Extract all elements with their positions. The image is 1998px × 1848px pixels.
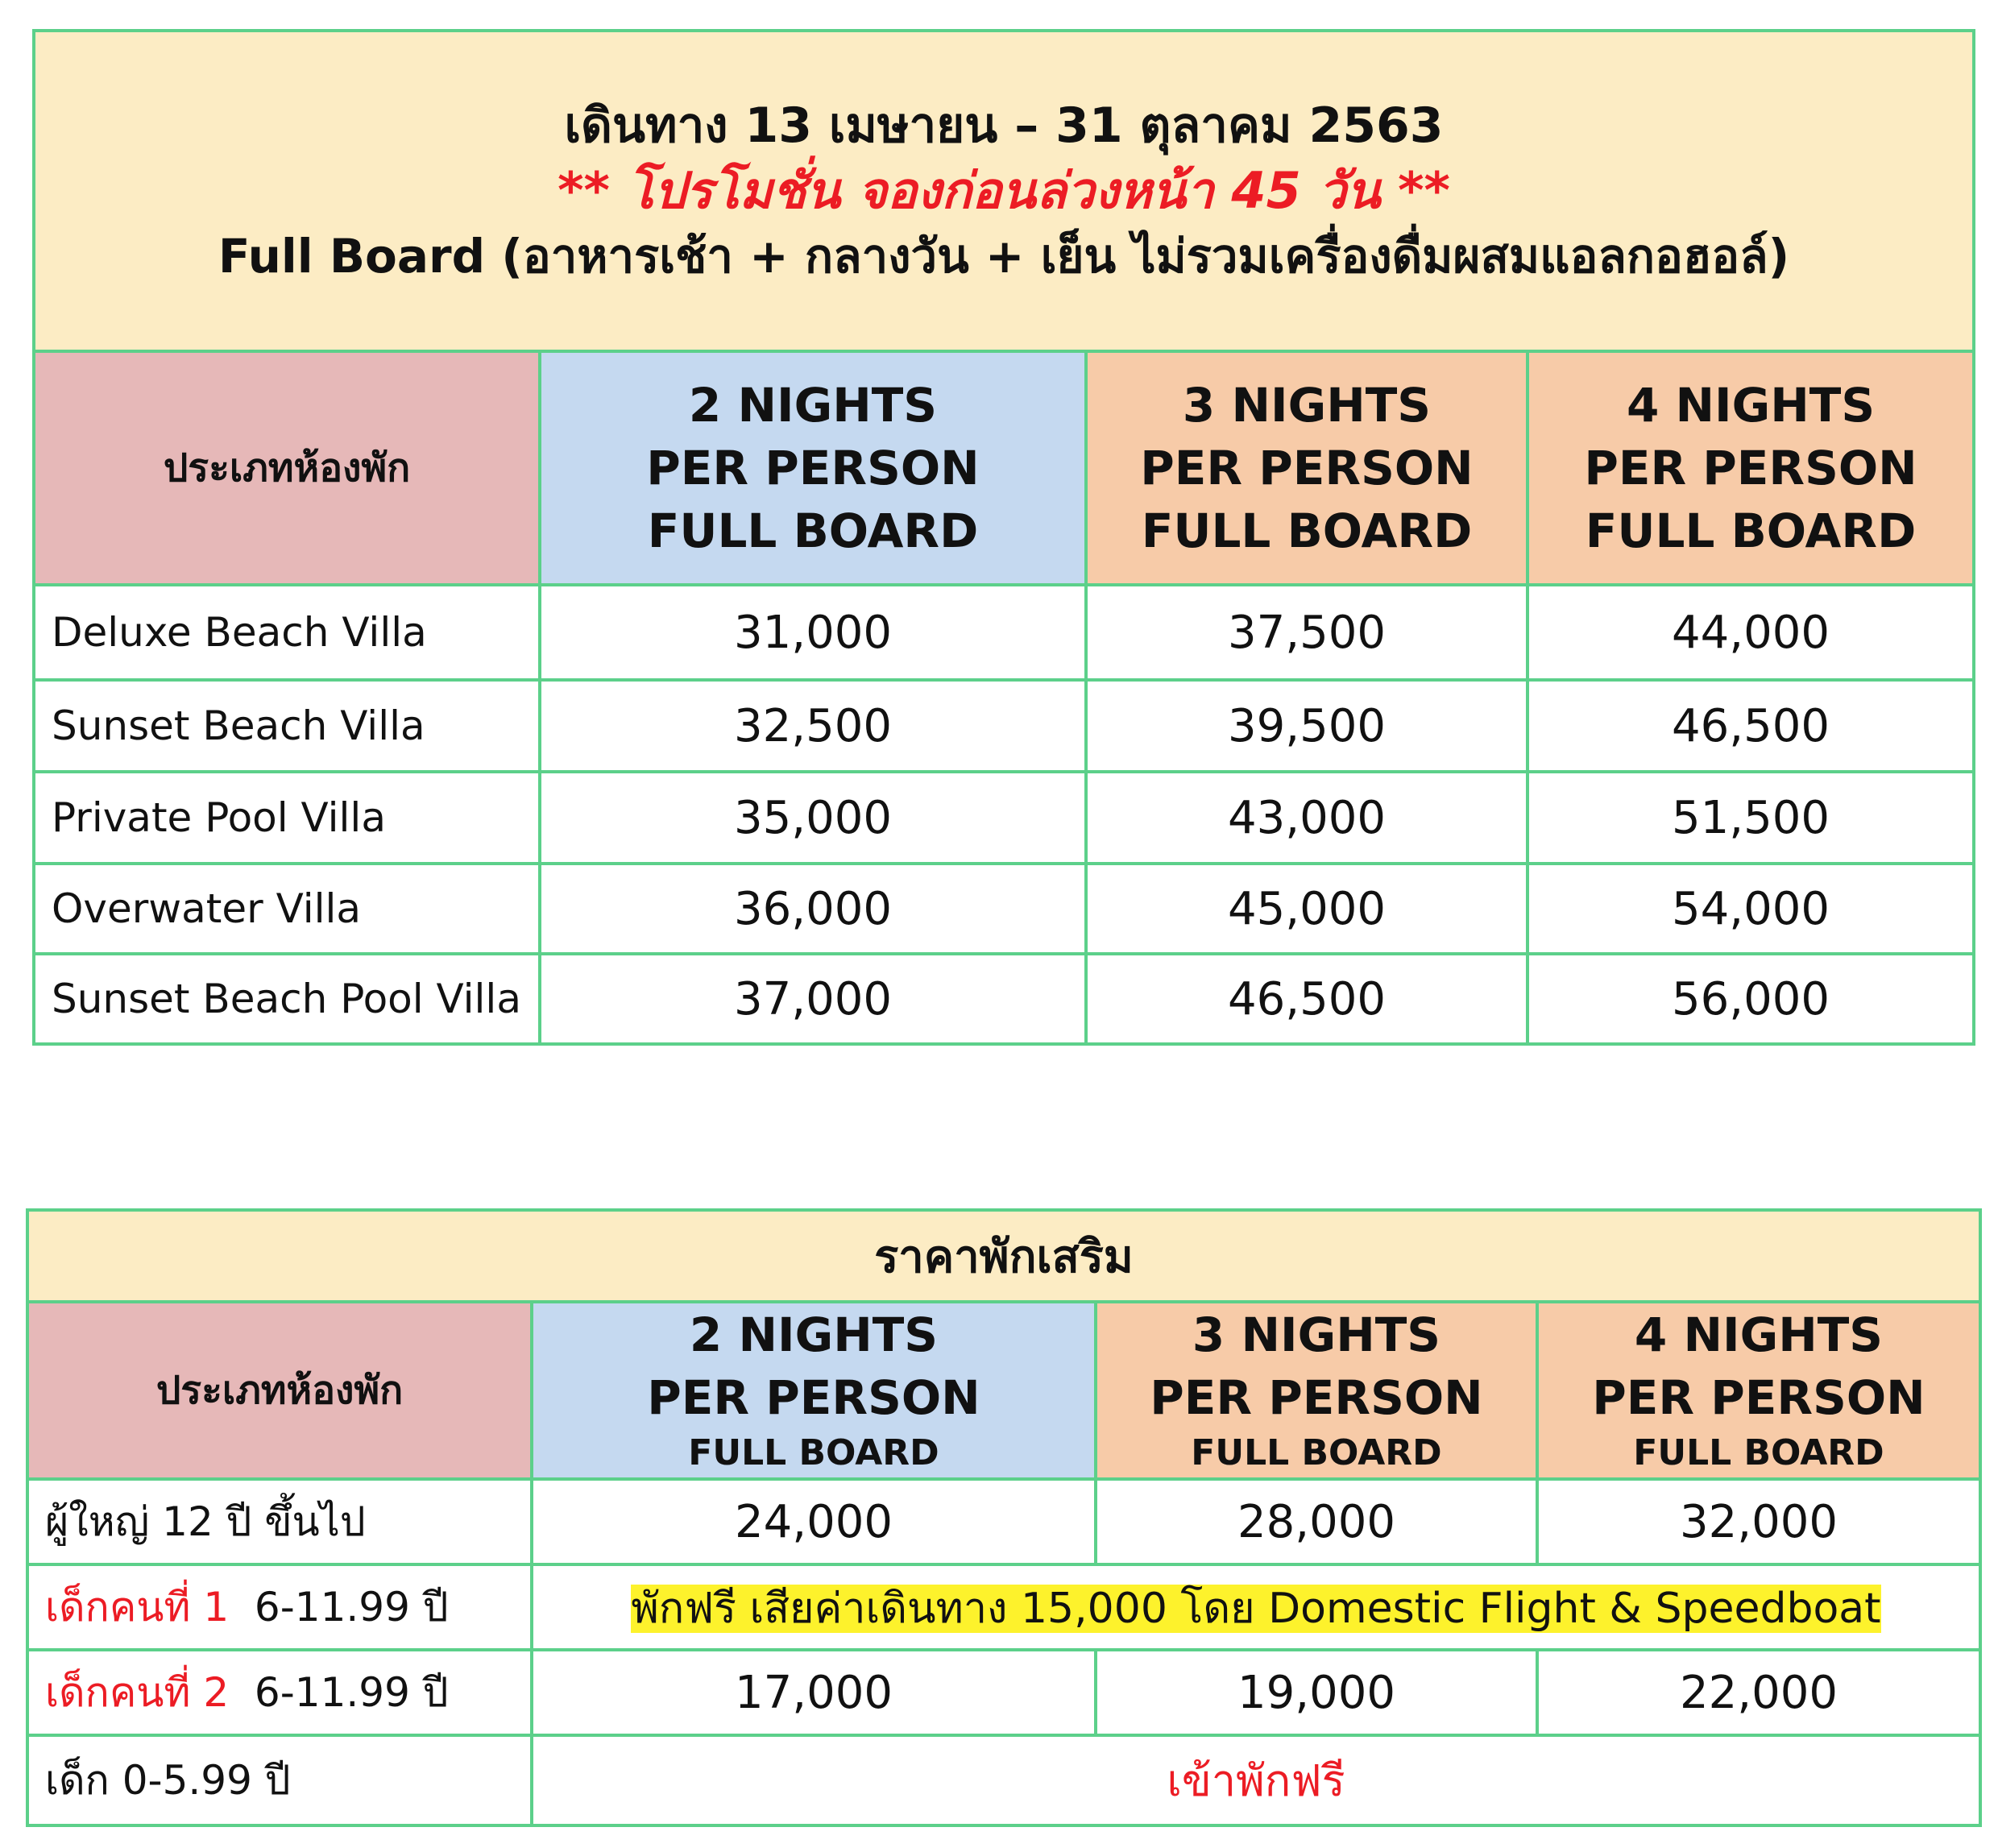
promo-title-cell [34,31,1974,351]
table-row [34,772,1974,864]
infant-label: เด็ก 0-5.99 ปี [27,1735,532,1825]
price-2-nights: 37,000 [540,954,1086,1044]
header-4-nights: 4 NIGHTS PER PERSON FULL BOARD [1528,351,1974,585]
extra-title: ราคาพักเสริม [27,1210,1980,1302]
price-2-nights: 24,000 [532,1479,1096,1564]
main-price-table [32,29,1975,1046]
table-row [34,864,1974,954]
table-row [34,954,1974,1044]
table-row [27,1650,1980,1735]
infant-free-note: เข้าพักฟรี [532,1735,1980,1825]
price-2-nights: 32,500 [540,680,1086,772]
table-row [34,585,1974,680]
table-row [27,1735,1980,1825]
price-3-nights: 37,500 [1086,585,1528,680]
adult-label: ผู้ใหญ่ 12 ปี ขึ้นไป [27,1479,532,1564]
price-4-nights: 44,000 [1528,585,1974,680]
travel-period: เดินทาง 13 เมษายน – 31 ตุลาคม 2563 [564,97,1444,154]
header-4-nights: 4 NIGHTS PER PERSON FULL BOARD [1537,1302,1980,1479]
price-4-nights: 32,000 [1537,1479,1980,1564]
table-row [34,680,1974,772]
extra-bed-table [26,1208,1982,1827]
child2-label: เด็กคนที่ 2 6-11.99 ปี [27,1650,532,1735]
room-name: Private Pool Villa [34,772,540,864]
price-4-nights: 51,500 [1528,772,1974,864]
price-3-nights: 45,000 [1086,864,1528,954]
header-2-nights: 2 NIGHTS PER PERSON FULL BOARD [532,1302,1096,1479]
room-name: Deluxe Beach Villa [34,585,540,680]
header-3-nights: 3 NIGHTS PER PERSON FULL BOARD [1096,1302,1537,1479]
price-3-nights: 39,500 [1086,680,1528,772]
table-row [27,1479,1980,1564]
room-type-header: ประเภทห้องพัก [34,351,540,585]
header-3-nights: 3 NIGHTS PER PERSON FULL BOARD [1086,351,1528,585]
header-2-nights: 2 NIGHTS PER PERSON FULL BOARD [540,351,1086,585]
price-4-nights: 22,000 [1537,1650,1980,1735]
room-name: Sunset Beach Pool Villa [34,954,540,1044]
price-4-nights: 54,000 [1528,864,1974,954]
price-2-nights: 31,000 [540,585,1086,680]
table-row [27,1564,1980,1650]
child1-note: พักฟรี เสียค่าเดินทาง 15,000 โดย Domestic Flight & Speedboat [631,1584,1881,1633]
price-2-nights: 35,000 [540,772,1086,864]
promo-headline: ** โปรโมชั่น จองก่อนล่วงหน้า 45 วัน ** [558,161,1450,220]
child1-note-cell [532,1564,1980,1650]
board-description: Full Board (อาหารเช้า + กลางวัน + เย็น ไม่รวมเครื่องดื่มผสมแอลกอฮอล์) [218,229,1790,284]
price-4-nights: 46,500 [1528,680,1974,772]
price-4-nights: 56,000 [1528,954,1974,1044]
child1-label: เด็กคนที่ 1 6-11.99 ปี [27,1564,532,1650]
price-2-nights: 36,000 [540,864,1086,954]
room-name: Sunset Beach Villa [34,680,540,772]
price-3-nights: 46,500 [1086,954,1528,1044]
room-name: Overwater Villa [34,864,540,954]
price-2-nights: 17,000 [532,1650,1096,1735]
room-type-header: ประเภทห้องพัก [27,1302,532,1479]
price-3-nights: 19,000 [1096,1650,1537,1735]
price-3-nights: 28,000 [1096,1479,1537,1564]
price-3-nights: 43,000 [1086,772,1528,864]
